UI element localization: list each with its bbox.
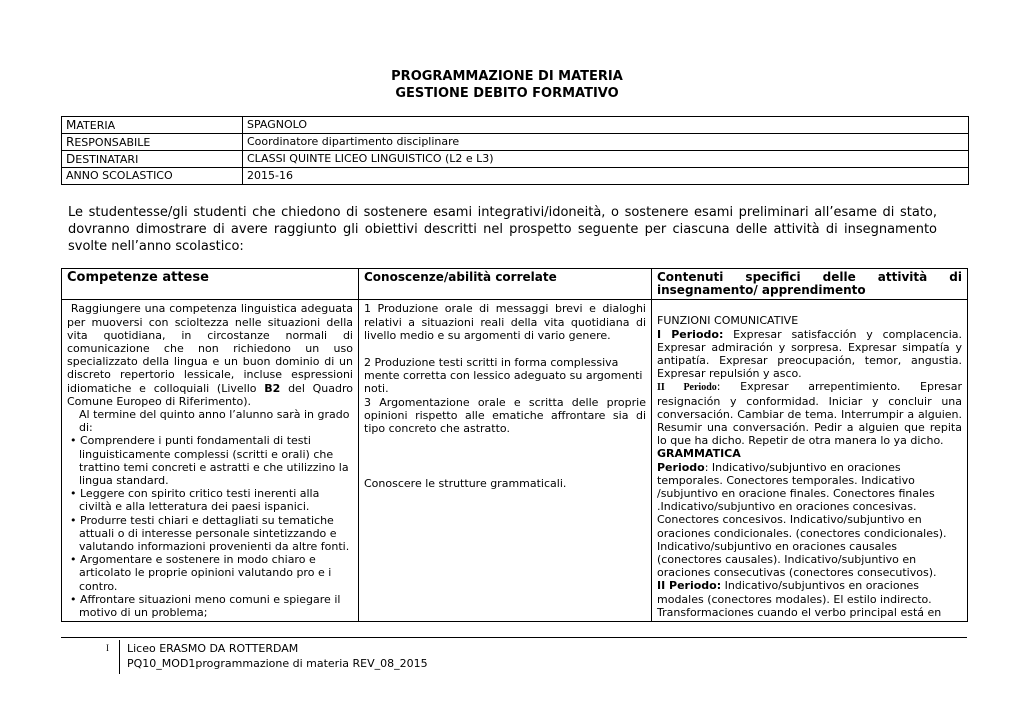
- contenuti-paragraph: Periodo: Indicativo/subjuntivo en oraciones temporales. Conectores temporales. Indicativo /subjuntivo en oracione finales. Conectores finales .Indicativo/subjuntivo en oraciones concesivas. Conectores concesivos. Indicativo/subjuntivo en oraciones condicionales. (conectores condicionales). Indicativo/subjuntivo en oraciones causales (conectores causales). Indicativo/subjuntivo en oraciones consecutivas (conectores consecutivos).: [657, 460, 947, 580]
- info-label: MATERIA: [62, 117, 243, 134]
- competenze-intro: Al termine del quinto anno l’alunno sarà in grado di:: [79, 408, 350, 435]
- document-title-line1: PROGRAMMAZIONE DI MATERIA: [391, 69, 623, 84]
- info-value: Coordinatore dipartimento disciplinare: [243, 134, 969, 151]
- info-value: 2015-16: [243, 168, 969, 185]
- info-row-anno: [62, 168, 969, 185]
- list-item: • Comprendere i punti fondamentali di testi linguisticamente complessi (scritti e orali) che trattino temi concreti e astratti e che utilizzino la lingua standard.: [70, 434, 349, 488]
- list-item: • Argomentare e sostenere in modo chiaro e articolato le proprie opinioni valutando pro e i contro.: [70, 553, 332, 593]
- conoscenze-item: 1 Produzione orale di messaggi brevi e dialoghi relativi a situazioni reali della vita quotidiana di livello medio e su argomenti di vario genere.: [364, 302, 646, 342]
- footer-divider: [119, 640, 120, 674]
- contenuti-cell: [652, 300, 968, 622]
- competenze-cell: [62, 300, 359, 622]
- competenze-paragraph: Raggiungere una competenza linguistica adeguata per muoversi con scioltezza nelle situazioni della vita quotidiana, in circostanze normali di comunicazione che non richiedono un uso specializzato della lingua e un buon dominio di un discreto repertorio lessicale, incluse espressioni idiomatiche e colloquiali (Livello B2 del Quadro Comune Europeo di Riferimento).: [67, 302, 353, 408]
- header-contenuti: Contenuti specifici delle attività di insegnamento/ apprendimento: [652, 269, 968, 300]
- conoscenze-item: 2 Produzione testi scritti in forma complessiva mente corretta con lessico adeguato su argomenti noti.: [364, 356, 643, 396]
- conoscenze-cell: [359, 300, 652, 622]
- conoscenze-item: 3 Argomentazione orale e scritta delle proprie opinioni rispetto alle ematiche affrontare sia di tipo concreto che astratto.: [364, 395, 646, 436]
- info-label: ANNO SCOLASTICO: [62, 168, 243, 185]
- contenuti-paragraph: II Periodo: Indicativo/subjuntivos en oraciones modales (conectores modales). El estilo indirecto. Transformaciones cuando el verbo principal está en: [657, 579, 942, 619]
- contenuti-paragraph: I Periodo: Expresar satisfacción y complacencia. Expresar admiración y sorpresa. Expresar simpatía y antipatía. Expresar preocupación, temor, angustia. Expresar repulsión y asco.: [657, 327, 963, 381]
- info-label: RESPONSABILE: [62, 134, 243, 151]
- conoscenze-item: Conoscere le strutture grammaticali.: [364, 477, 567, 491]
- info-row-materia: [62, 117, 969, 134]
- table-header-row: [62, 269, 968, 300]
- funzioni-heading: FUNZIONI COMUNICATIVE: [657, 314, 799, 328]
- intro-paragraph: Le studentesse/gli studenti che chiedono di sostenere esami integrativi/idoneità, o sostenere esami preliminari all’esame di stato, dovranno dimostrare di avere raggiunto gli obiettivi descritti nel prospetto seguente per ciascuna delle attività di insegnamento svolte nell’anno scolastico:: [68, 205, 937, 254]
- table-content-row: [62, 300, 968, 622]
- info-table: [61, 116, 969, 185]
- document-title-line2: GESTIONE DEBITO FORMATIVO: [395, 86, 619, 101]
- list-item: • Produrre testi chiari e dettagliati su tematiche attuali o di interesse personale sintetizzando e valutando informazioni provenienti da altre fonti.: [70, 513, 350, 554]
- list-item: • Leggere con spirito critico testi inerenti alla civiltà e alla letteratura dei paesi ispanici.: [70, 487, 320, 514]
- program-table: [61, 268, 968, 622]
- info-value: CLASSI QUINTE LICEO LINGUISTICO (L2 e L3): [243, 151, 969, 168]
- list-item: • Affrontare situazioni meno comuni e spiegare il motivo di un problema;: [70, 592, 341, 620]
- info-label: DESTINATARI: [62, 151, 243, 168]
- page-number: I: [106, 643, 109, 653]
- info-row-destinatari: [62, 151, 969, 168]
- header-competenze: Competenze attese: [62, 269, 359, 300]
- info-value: SPAGNOLO: [243, 117, 969, 134]
- footer-rule: [61, 637, 967, 638]
- footer-school: Liceo ERASMO DA ROTTERDAM: [127, 642, 299, 655]
- info-row-responsabile: [62, 134, 969, 151]
- grammatica-heading: GRAMMATICA: [657, 447, 741, 461]
- contenuti-paragraph: II Periodo: Expresar arrepentimiento. Epresar resignación y conformidad. Iniciar y concluir una conversación. Cambiar de tema. Interrumpir a alguien. Resumir una conversación. Pedir a alguien que repita lo que ha dicho. Repetir de otra manera lo ya dicho.: [657, 380, 962, 448]
- footer-doc-code: PQ10_MOD1programmazione di materia REV_08_2015: [127, 657, 428, 670]
- header-conoscenze: Conoscenze/abilità correlate: [359, 269, 652, 300]
